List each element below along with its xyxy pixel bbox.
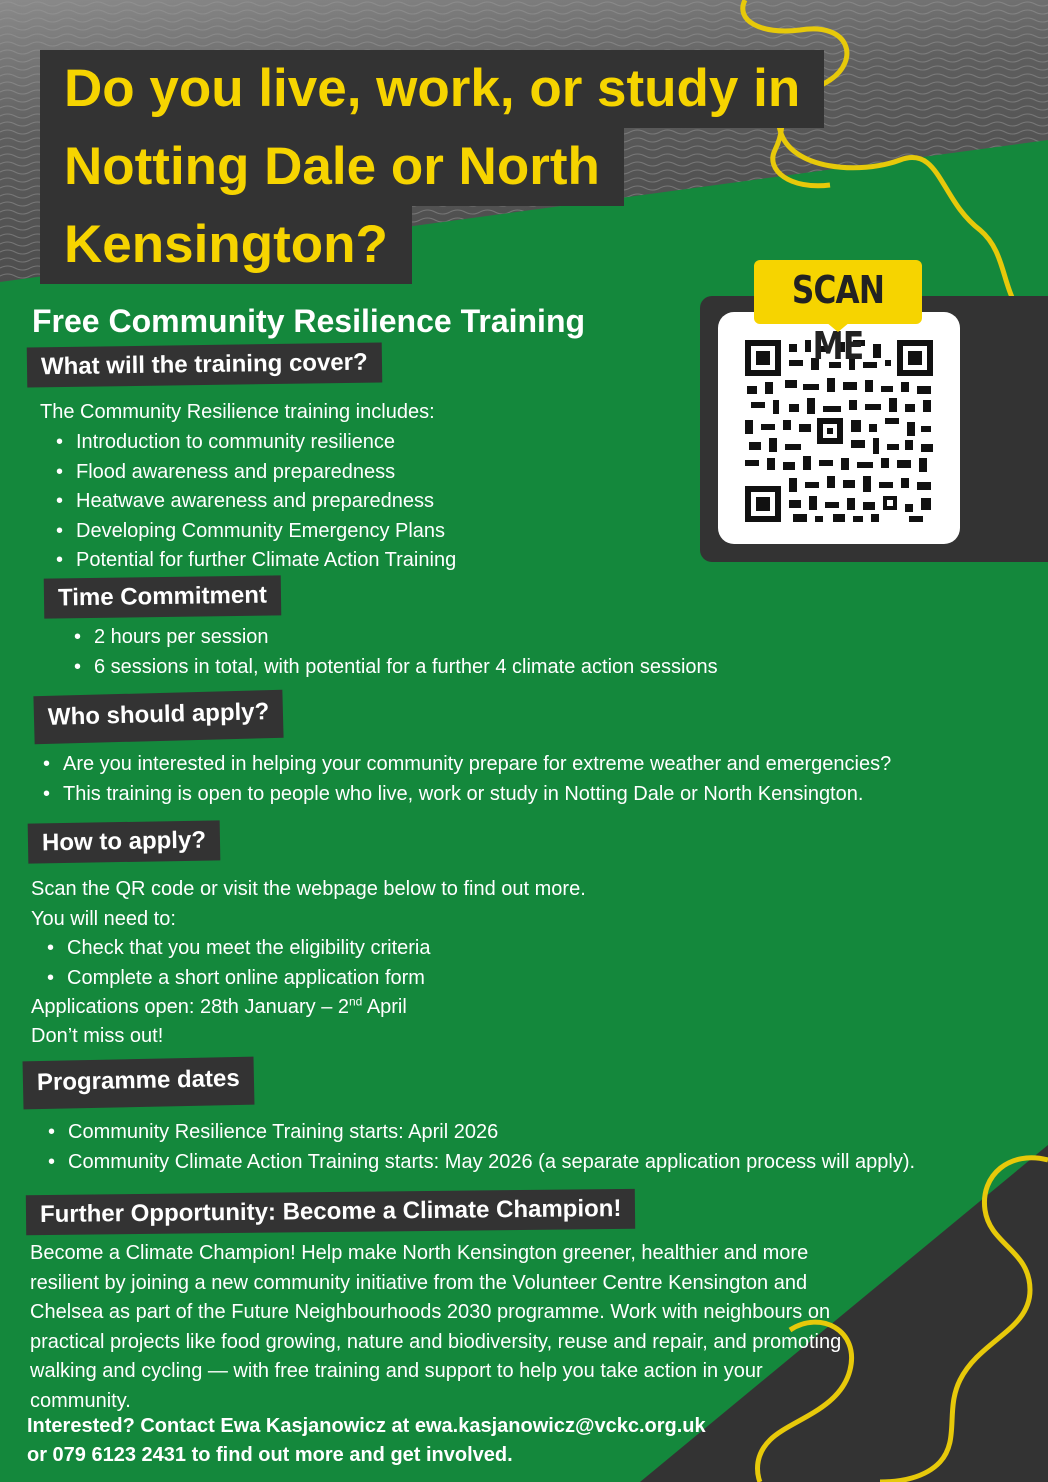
list-item: • Are you interested in helping your community prepare for extreme weather and emergencies? bbox=[41, 750, 891, 780]
title-line-2: Notting Dale or North bbox=[40, 128, 624, 206]
who-list bbox=[41, 750, 891, 809]
list-item: • Flood awareness and preparedness bbox=[54, 458, 456, 488]
section-heading-how: How to apply? bbox=[28, 820, 221, 863]
section-heading-who: Who should apply? bbox=[33, 690, 283, 745]
list-item: • Introduction to community resilience bbox=[54, 428, 456, 458]
how-list bbox=[45, 934, 431, 993]
list-item: • Check that you meet the eligibility criteria bbox=[45, 934, 431, 964]
how-line-1: Scan the QR code or visit the webpage below to find out more. bbox=[31, 878, 586, 900]
list-item: • Developing Community Emergency Plans bbox=[54, 517, 456, 547]
section-heading-dates: Programme dates bbox=[23, 1057, 255, 1110]
further-line: resilient by joining a new community initiative from the Volunteer Centre Kensington and bbox=[30, 1271, 808, 1294]
list-item: • Community Resilience Training starts: April 2026 bbox=[46, 1118, 915, 1148]
scan-me-pointer bbox=[826, 322, 850, 332]
further-line: Chelsea as part of the Future Neighbourhoods 2030 programme. Work with neighbours on bbox=[30, 1301, 831, 1323]
applications-open-sup: nd bbox=[349, 994, 363, 1009]
applications-open bbox=[31, 993, 407, 1023]
list-item: • Complete a short online application form bbox=[45, 964, 431, 994]
applications-open-prefix: Applications open: 28th January – 2 bbox=[31, 996, 349, 1018]
section-heading-time: Time Commitment bbox=[44, 575, 281, 618]
cover-intro: The Community Resilience training includes: bbox=[40, 401, 435, 423]
scan-me-badge bbox=[754, 260, 922, 368]
list-item: • Community Climate Action Training starts: May 2026 (a separate application process will apply). bbox=[46, 1148, 915, 1178]
scan-me-label: SCAN ME bbox=[791, 268, 885, 368]
further-line: community. bbox=[30, 1389, 131, 1412]
dont-miss-out: Don’t miss out! bbox=[31, 1025, 164, 1047]
list-item: • 2 hours per session bbox=[72, 623, 718, 653]
how-line-2: You will need to: bbox=[31, 908, 176, 930]
list-item: • 6 sessions in total, with potential for a further 4 climate action sessions bbox=[72, 653, 718, 683]
contact-line-2[interactable]: or 079 6123 2431 to find out more and get involved. bbox=[27, 1444, 513, 1466]
page-subtitle: Free Community Resilience Training bbox=[32, 303, 586, 339]
time-list bbox=[72, 623, 718, 682]
list-item: • Heatwave awareness and preparedness bbox=[54, 487, 456, 517]
section-heading-cover: What will the training cover? bbox=[27, 343, 382, 388]
dates-list bbox=[46, 1118, 915, 1177]
list-item: • Potential for further Climate Action Training bbox=[54, 546, 456, 576]
further-line: walking and cycling — with free training and support to help you take action in your bbox=[30, 1360, 763, 1382]
list-item: • This training is open to people who live, work or study in Notting Dale or North Kensington. bbox=[41, 780, 891, 810]
further-paragraph bbox=[30, 1239, 841, 1416]
further-line: Become a Climate Champion! Help make North Kensington greener, healthier and more bbox=[30, 1242, 809, 1264]
title-line-1: Do you live, work, or study in bbox=[40, 50, 824, 128]
contact-line-1[interactable]: Interested? Contact Ewa Kasjanowicz at ewa.kasjanowicz@vckc.org.uk bbox=[27, 1415, 706, 1437]
applications-open-suffix: April bbox=[362, 996, 407, 1018]
section-heading-further: Further Opportunity: Become a Climate Champion! bbox=[26, 1189, 636, 1235]
title-line-3: Kensington? bbox=[40, 206, 412, 284]
cover-list bbox=[54, 428, 456, 576]
further-line: practical projects like food growing, nature and biodiversity, reuse and repair, and promoting bbox=[30, 1330, 842, 1353]
